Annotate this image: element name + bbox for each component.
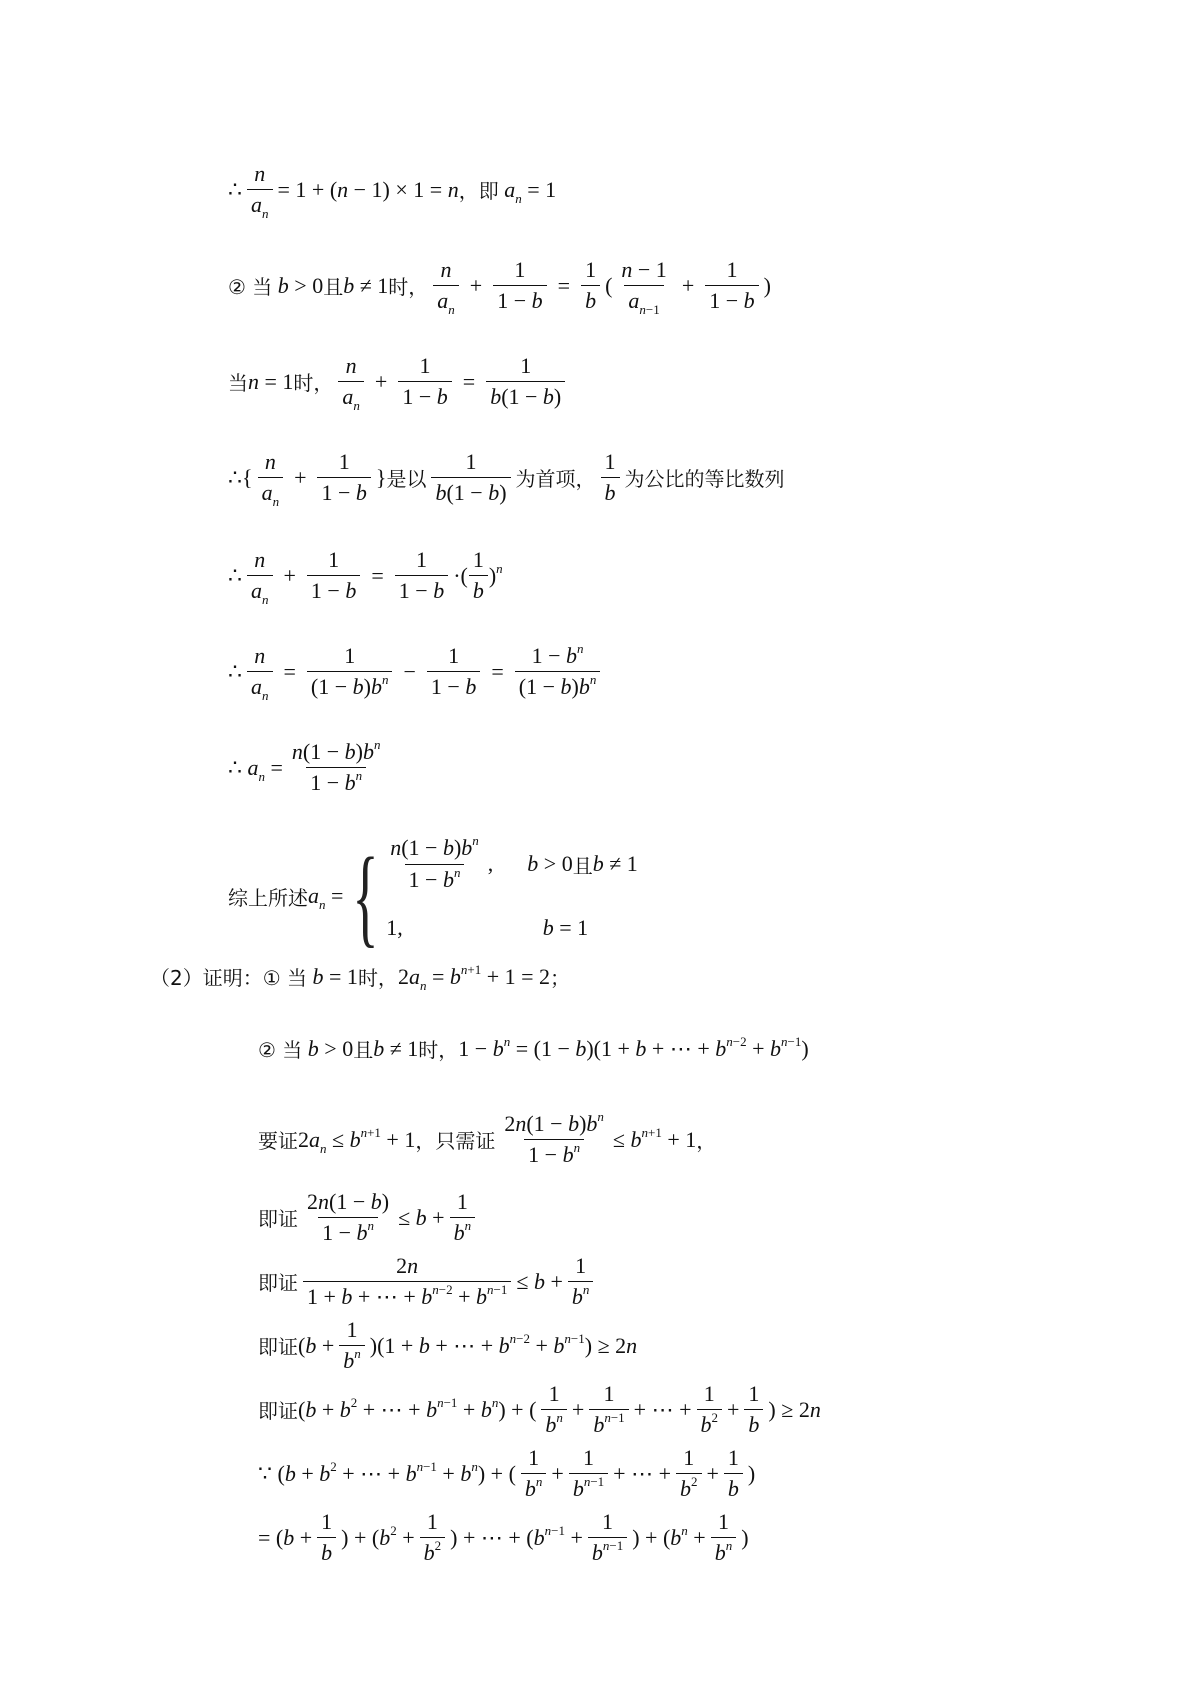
text-qie: 且 bbox=[572, 853, 593, 878]
text-shi: 时， bbox=[388, 275, 429, 300]
proof-line-1: （2）证明：① 当 b = 1 时， $2a_n = b^{n+1} + 1 = 2$ ； bbox=[150, 961, 571, 993]
text-shi: 时， bbox=[293, 371, 334, 396]
equation-line-1: ∴ $\frac{n}{a_n}$ = 1 + (n − 1) × 1 = n ，即 $a_n = 1$ bbox=[228, 161, 557, 222]
fraction: $\frac{n}{a_n}$ bbox=[247, 162, 273, 217]
proof-line-4: 即证 $\frac{2n(1 - b)}{1 - b^n}$ ≤ b + $\frac{1}{b^n}$ bbox=[258, 1190, 480, 1245]
text-shouxiang: 为首项， bbox=[515, 467, 596, 492]
therefore-symbol: ∴ bbox=[228, 562, 242, 588]
case-2-label: ② 当 bbox=[258, 1038, 303, 1062]
equation-line-5: ∴ $\frac{n}{a_n}$ + $\frac{1}{1 - b}$ = $\frac{1}{1 - b}$ ·( $\frac{1}{b}$ )$^n$ bbox=[228, 547, 503, 608]
text-ji: ，即 bbox=[458, 179, 499, 204]
case-2-label: ② 当 bbox=[228, 275, 273, 300]
therefore-symbol: ∴ bbox=[228, 464, 242, 490]
cases: $\frac{n(1 - b)b^n}{1 - b^n}$ , b > 0 且 b ≠ 1 1, b = 1 bbox=[386, 833, 638, 940]
because-symbol: ∵ bbox=[258, 1460, 272, 1486]
text-shiyi: 是以 bbox=[386, 467, 427, 492]
proof-line-2: ② 当 b > 0 且 b ≠ 1 时， $1 - b^n = (1 - b)(1 + b$ + ⋯ + $b^{n-2} + b^{n-1}$) bbox=[258, 1033, 809, 1062]
proof-label: （2）证明：① 当 bbox=[150, 966, 308, 990]
text-jizheng: 即证 bbox=[258, 1335, 298, 1360]
therefore-symbol: ∴ bbox=[228, 176, 242, 202]
proof-line-6: 即证 (b + $\frac{1}{b^n}$ )(1 + b + ⋯ + $b^{n-2} + b^{n-1}) \ge 2n$ bbox=[258, 1317, 638, 1374]
text-qie: 且 bbox=[353, 1038, 374, 1062]
text-jizheng: 即证 bbox=[258, 1207, 298, 1232]
text-zongshang: 综上所述 bbox=[228, 885, 308, 910]
text-gongbi: 为公比的等比数列 bbox=[624, 467, 785, 492]
proof-line-7: 即证 ($b + b^2$ + ⋯ + $b^{n-1} + b^n$) + ( $\frac{1}{b^n}$ + $\frac{1}{b^{n-1}}$ + ⋯ + $\frac{1}{b^2}$ + $\frac{1}{b}$ ) ≥ 2n bbox=[258, 1381, 821, 1438]
text-shi: 时， bbox=[357, 966, 398, 990]
text-comma: ， bbox=[696, 1129, 717, 1154]
text-qie: 且 bbox=[323, 275, 344, 300]
proof-line-3: 要证 $2a_n \le b^{n+1} + 1$ ，只需证 $\frac{2n(1 - b)b^n}{1 - b^n}$ ≤ $b^{n+1} + 1$ ， bbox=[258, 1109, 717, 1168]
text-shi: 时， bbox=[418, 1038, 459, 1062]
equation-line-2: ② 当 b > 0 且 b ≠ 1 时， $\frac{n}{a_n}$ + $\frac{1}{1 - b}$ = $\frac{1}{b}$ ( $\frac{n - 1}{a_{n-1}}$ + $\frac{1}{1 - b}$ ) bbox=[228, 257, 771, 318]
proof-line-5: 即证 $\frac{2n}{1 + b + \cdots + b^{n-2} + b^{n-1}}$ ≤ b + $\frac{1}{b^n}$ bbox=[258, 1254, 598, 1309]
therefore-symbol: ∴ bbox=[228, 658, 242, 684]
proof-line-9: = (b + $\frac{1}{b}$ ) + ($b^2$ + $\frac{1}{b^2}$ ) + ⋯ + ($b^{n-1}$ + $\frac{1}{b^{n-1}}$ ) + ($b^n$ + $\frac{1}{b^n}$ ) bbox=[258, 1509, 749, 1566]
piecewise-summary: 综上所述 $a_n$ = { $\frac{n(1 - b)b^n}{1 - b^n}$ , b > 0 且 b ≠ 1 1, b = 1 bbox=[228, 832, 638, 960]
text-jizheng: 即证 bbox=[258, 1399, 298, 1424]
proof-line-8: ∵ ($b + b^2$ + ⋯ + $b^{n-1} + b^n$) + ( $\frac{1}{b^n}$ + $\frac{1}{b^{n-1}}$ + ⋯ + $\frac{1}{b^2}$ + $\frac{1}{b}$ ) bbox=[258, 1445, 756, 1502]
equation-line-6: ∴ $\frac{n}{a_n}$ = $\frac{1}{(1 - b)b^n}$ − $\frac{1}{1 - b}$ = $\frac{1 - b^n}{(1 - b)b^n}$ bbox=[228, 644, 605, 699]
equation-line-3: 当 n = 1 时， $\frac{n}{a_n}$ + $\frac{1}{1 - b}$ = $\frac{1}{b(1 - b)}$ bbox=[228, 354, 570, 409]
equation-line-4: ∴ { $\frac{n}{a_n}$ + $\frac{1}{1 - b}$ } 是以 $\frac{1}{b(1 - b)}$ 为首项， $\frac{1}{b}$ 为公比的等比数列 bbox=[228, 449, 785, 510]
text-semicolon: ； bbox=[550, 966, 571, 990]
equation-line-7: ∴ $a_n$ = $\frac{n(1 - b)b^n}{1 - b^n}$ bbox=[228, 737, 381, 796]
text-dang: 当 bbox=[228, 371, 248, 396]
text-yaozheng: 要证 bbox=[258, 1129, 298, 1154]
left-brace: { bbox=[352, 835, 380, 957]
text-zhixuzheng: ，只需证 bbox=[415, 1129, 496, 1154]
text-jizheng: 即证 bbox=[258, 1271, 298, 1296]
therefore-symbol: ∴ bbox=[228, 754, 242, 780]
